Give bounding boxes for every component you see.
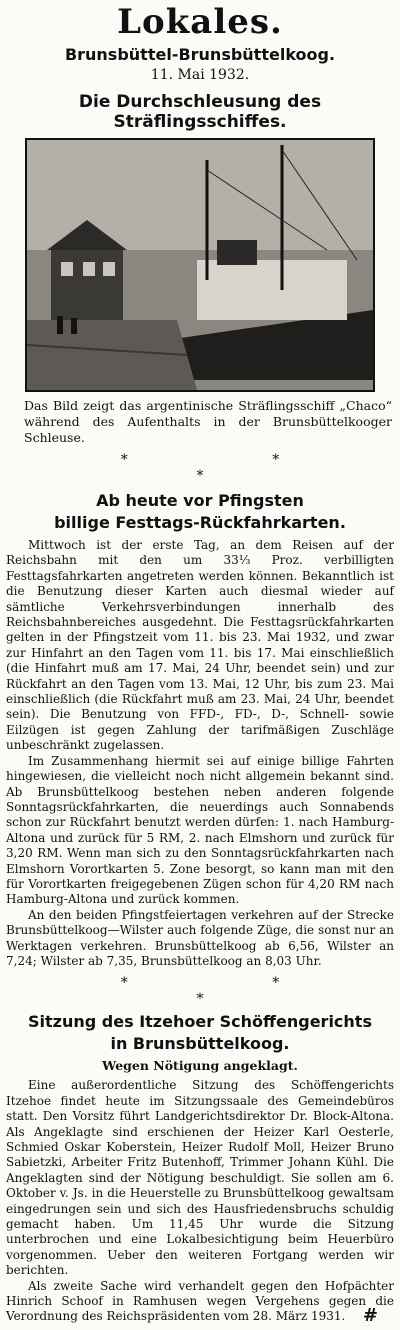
article3-body: [6, 1078, 394, 1325]
separator-stars-2: * * *: [120, 975, 350, 1008]
article2-paragraph-2: Im Zusammenhang hiermit sei auf einige billige Fahrten hingewiesen, die vielleicht noch nicht allgemein bekannt sind. Ab Brunsbüttelkoog bestehen neben anderen folgende Sonntagsrückfahrkarten, die neuerdings auch Sonnabends schon zur Rückfahrt benutzt werden dürfen: 1. nach Hamburg-Altona und zurück für 5 RM, 2. nach Elmshorn und zurück für 3,20 RM. Wenn man sich zu den Sonntagsrückfahrkarten nach Elmshorn Vorortkarten 5. Zone besorgt, so kann man mit den für Vorortkarten freigegebenen Zügen schon für 4,20 RM nach Hamburg-Altona und zurück kommen.: [6, 753, 394, 907]
article3-subheading: Wegen Nötigung angeklagt.: [102, 1058, 298, 1074]
ship-photo: [25, 138, 375, 392]
article3-paragraph-1: Eine außerordentliche Sitzung des Schöffengerichts Itzehoe findet heute im Sitzungssaale des Gemeindebüros statt. Den Vorsitz führt Landgerichtsdirektor Dr. Block-Altona. Als Angeklagte sind erschienen der Heizer Karl Oesterle, Schmied Oskar Koberstein, Heizer Rudolf Moll, Heizer Bruno Sabietzki, Arbeiter Fritz Butenhoff, Trimmer Johann Kühl. Die Angeklagten sind der Nötigung beschuldigt. Sie sollen am 6. Oktober v. Js. in die Heuerstelle zu Brunsbüttelkoog gewaltsam eingedrungen sein und sich des Hausfriedensbruchs schuldig gemacht haben. Um 11,45 Uhr wurde die Sitzung unterbrochen und eine Lokalbesichtigung beim Heuerbüro vorgenommen. Ueber den weiteren Fortgang werden wir berichten.: [6, 1078, 394, 1278]
section-masthead: Lokales.: [117, 2, 283, 42]
article3-headline-line1: Sitzung des Itzehoer Schöffengerichts: [28, 1012, 372, 1032]
article3-headline-line2: in Brunsbüttelkoog.: [110, 1034, 290, 1054]
article2-paragraph-3: An den beiden Pfingstfeiertagen verkehren auf der Strecke Brunsbüttelkoog—Wilster auch folgende Züge, die sonst nur an Werktagen verkehren. Brunsbüttelkoog ab 6,56, Wilster an 7,24; Wilster ab 7,35, Brunsbüttelkoog an 8,03 Uhr.: [6, 907, 394, 968]
article3-paragraph-2: Als zweite Sache wird verhandelt gegen den Hofpächter Hinrich Schoof in Ramhusen wegen Vergehens gegen die Verordnung des Reichspräsidenten vom 28. März 1931.: [6, 1278, 394, 1324]
article2-headline-line1: Ab heute vor Pfingsten: [96, 491, 304, 510]
locality-subhead: Brunsbüttel-Brunsbüttelkoog.: [64, 45, 336, 64]
ship-photo-illustration: [27, 140, 373, 390]
photo-caption: Das Bild zeigt das argentinische Sträflingsschiff „Chaco“ während des Aufenthalts in der Brunsbüttelkooger Schleuse.: [24, 398, 392, 445]
article2-body: [6, 538, 394, 969]
separator-stars: * * *: [120, 452, 350, 484]
article2-headline-line2: billige Festtags-Rückfahrkarten.: [54, 513, 346, 532]
article1-headline: Die Durchschleusung des Sträflingsschiffes.: [78, 92, 322, 132]
issue-date: 11. Mai 1932.: [150, 67, 250, 83]
article2-paragraph-1: Mittwoch ist der erste Tag, an dem Reisen auf der Reichsbahn mit den um 33⅓ Proz. verbilligten Festtagsfahrkarten angetreten werden können. Bekanntlich ist die Benutzung dieser Karten auch diesmal wieder auf sämtliche Verkehrsverbindungen innerhalb des Reichsbahnbereiches ausgedehnt. Die Festtagsrückfahrkarten gelten in der Pfingstzeit vom 11. bis 23. Mai 1932, und zwar zur Hinfahrt an den Tagen vom 11. bis 17. Mai einschließlich (die Hinfahrt muß am 17. Mai, 24 Uhr, beendet sein) und zur Rückfahrt an den Tagen vom 13. Mai, 12 Uhr, bis zum 23. Mai einschließlich (die Rückfahrt muß am 23. Mai, 24 Uhr, beendet sein). Die Benutzung von FFD-, FD-, D-, Schnell- sowie Eilzügen ist gegen Zahlung der tarifmäßigen Zuschläge unbeschränkt zugelassen.: [6, 538, 394, 753]
end-mark: #: [362, 1305, 378, 1326]
